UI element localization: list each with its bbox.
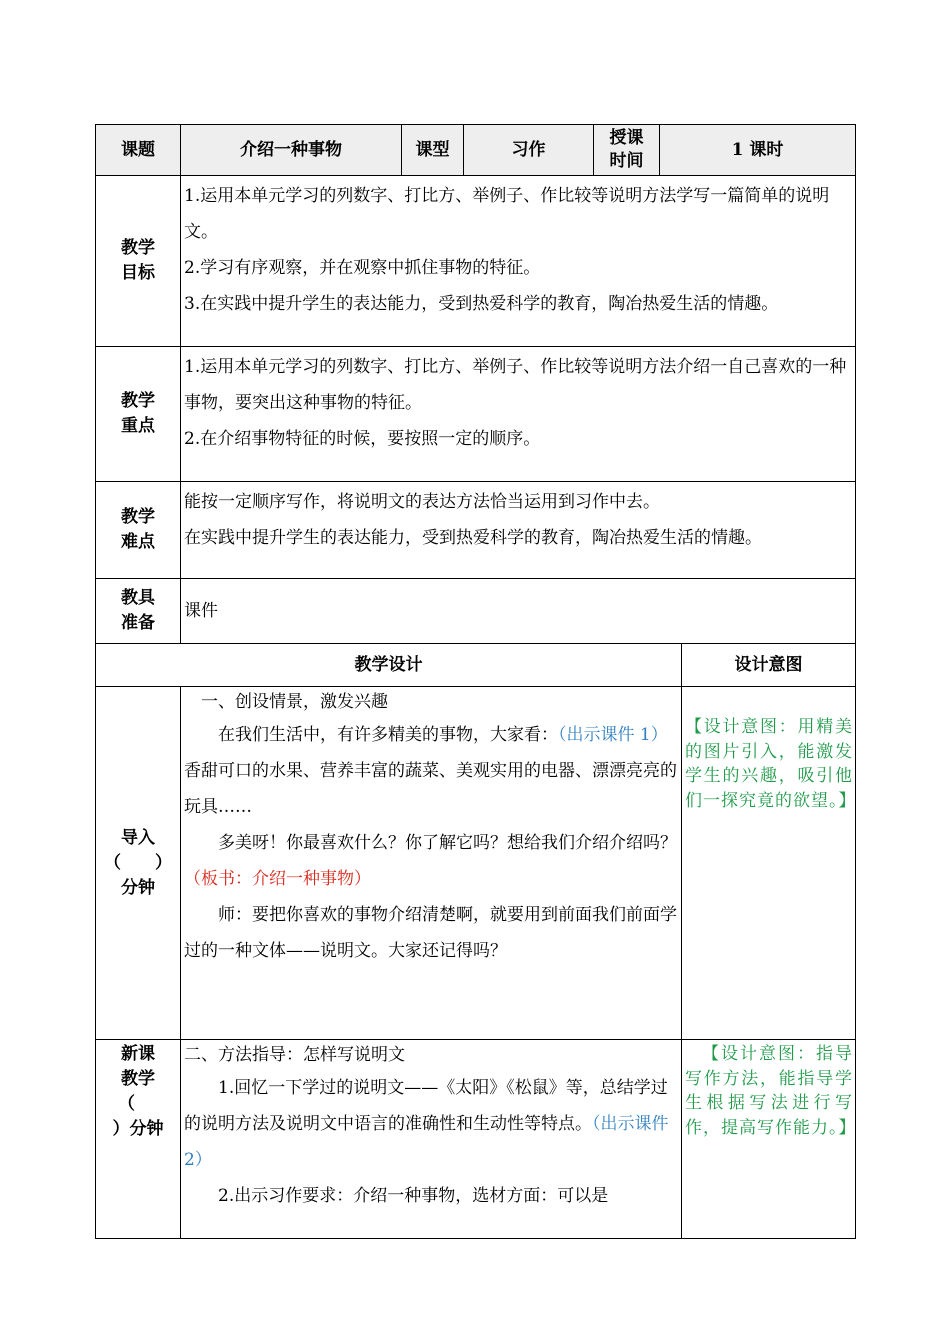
newlesson-heading: 二、方法指导：怎样写说明文: [184, 1045, 405, 1065]
topic-label: 课题: [96, 125, 181, 176]
lesson-plan-sheet: [95, 124, 855, 1239]
key-point-line: 2.在介绍事物特征的时候，要按照一定的顺序。: [184, 429, 541, 449]
newlesson-paragraph-2: 2.出示习作要求：介绍一种事物，选材方面：可以是: [218, 1186, 609, 1206]
newlesson-label-line-3: （: [118, 1094, 135, 1114]
key-points-label: [96, 347, 181, 482]
materials-value: 课件: [184, 601, 218, 621]
newlesson-intent-text: 【设计意图：指导写作方法，能指导学生根据写法进行写作，提高写作能力。】: [685, 1044, 857, 1138]
difficulties-label-line-1: 教学: [121, 507, 155, 527]
header-row: [96, 125, 856, 176]
objectives-label-line-1: 教学: [121, 238, 155, 258]
intro-label: [96, 687, 181, 1040]
materials-row: [96, 579, 856, 644]
materials-content: [181, 579, 856, 644]
key-point-line: 1.运用本单元学习的列数字、打比方、举例子、作比较等说明方法介绍一自己喜欢的一种事物，要突出这种事物的特征。: [184, 357, 847, 413]
key-points-label-line-1: 教学: [121, 391, 155, 411]
newlesson-row: [96, 1040, 856, 1239]
difficulties-label-line-2: 难点: [121, 532, 155, 552]
newlesson-label-line-1: 新课: [121, 1044, 155, 1064]
difficulty-line: 能按一定顺序写作，将说明文的表达方法恰当运用到习作中去。: [184, 492, 660, 512]
intro-p1-list: 香甜可口的水果、营养丰富的蔬菜、美观实用的电器、漂漂亮亮的玩具……: [184, 761, 677, 817]
intro-content: [181, 687, 682, 1040]
key-points-content: [181, 347, 856, 482]
intro-heading: 一、创设情景，激发兴趣: [201, 692, 388, 712]
difficulties-label: [96, 482, 181, 579]
materials-label-line-2: 准备: [121, 613, 155, 633]
type-label: 课型: [402, 125, 464, 176]
difficulty-line: 在实践中提升学生的表达能力，受到热爱科学的教育，陶冶热爱生活的情趣。: [184, 528, 762, 548]
intro-label-line-3: 分钟: [121, 877, 155, 898]
newlesson-courseware-2: （出示课件 2）: [184, 1114, 669, 1170]
intro-label-line-2: （ ）: [104, 852, 172, 873]
objective-line: 1.运用本单元学习的列数字、打比方、举例子、作比较等说明方法学写一篇简单的说明文。: [184, 186, 830, 242]
intro-p1-text: 在我们生活中，有许多精美的事物，大家看：: [218, 725, 558, 745]
intro-intent-text: 【设计意图：用精美的图片引入，能激发学生的兴趣，吸引他们一探究竟的欲望。】: [685, 717, 857, 811]
type-value: 习作: [464, 125, 594, 176]
design-header-row: [96, 644, 856, 687]
newlesson-p1-text: 1.回忆一下学过的说明文——《太阳》《松鼠》等，总结学过的说明方法及说明文中语言的准确性和生动性等特点。: [184, 1078, 668, 1134]
intro-paragraph-1: [184, 717, 679, 825]
materials-label-line-1: 教具: [121, 588, 155, 608]
intro-courseware-1: （出示课件 1）: [558, 725, 668, 745]
objectives-label: [96, 176, 181, 347]
intro-label-line-1: 导入: [121, 827, 155, 848]
intro-paragraph-4: 师：要把你喜欢的事物介绍清楚啊，就要用到前面我们前面学过的一种文体——说明文。大家还记得吗？: [184, 905, 677, 961]
objectives-content: [181, 176, 856, 347]
newlesson-label-line-2: 教学: [121, 1069, 155, 1089]
time-label-line-2: 时间: [609, 151, 644, 171]
lesson-plan-table: [95, 124, 856, 1239]
topic-value: 介绍一种事物: [181, 125, 402, 176]
time-label: [594, 125, 660, 176]
key-points-label-line-2: 重点: [121, 416, 155, 436]
time-label-line-1: 授课: [609, 128, 644, 148]
difficulties-row: [96, 482, 856, 579]
intro-paragraph-2: 多美呀！你最喜欢什么？你了解它吗？想给我们介绍介绍吗？: [218, 833, 677, 853]
newlesson-label-line-4: ）分钟: [112, 1119, 164, 1139]
intro-intent: [682, 687, 856, 1040]
objectives-row: [96, 176, 856, 347]
newlesson-paragraph-1: [184, 1070, 679, 1178]
newlesson-content: [181, 1040, 682, 1239]
objectives-label-line-2: 目标: [121, 263, 155, 283]
design-header: 教学设计: [96, 644, 682, 687]
intent-header: 设计意图: [682, 644, 856, 687]
key-points-row: [96, 347, 856, 482]
intro-board-note: （板书：介绍一种事物）: [184, 869, 371, 889]
newlesson-label: [96, 1040, 181, 1239]
intro-row: [96, 687, 856, 1040]
objective-line: 3.在实践中提升学生的表达能力，受到热爱科学的教育，陶冶热爱生活的情趣。: [184, 294, 779, 314]
objective-line: 2.学习有序观察，并在观察中抓住事物的特征。: [184, 258, 541, 278]
time-value: 1 课时: [660, 125, 856, 176]
difficulties-content: [181, 482, 856, 579]
materials-label: [96, 579, 181, 644]
newlesson-intent: [682, 1040, 856, 1239]
